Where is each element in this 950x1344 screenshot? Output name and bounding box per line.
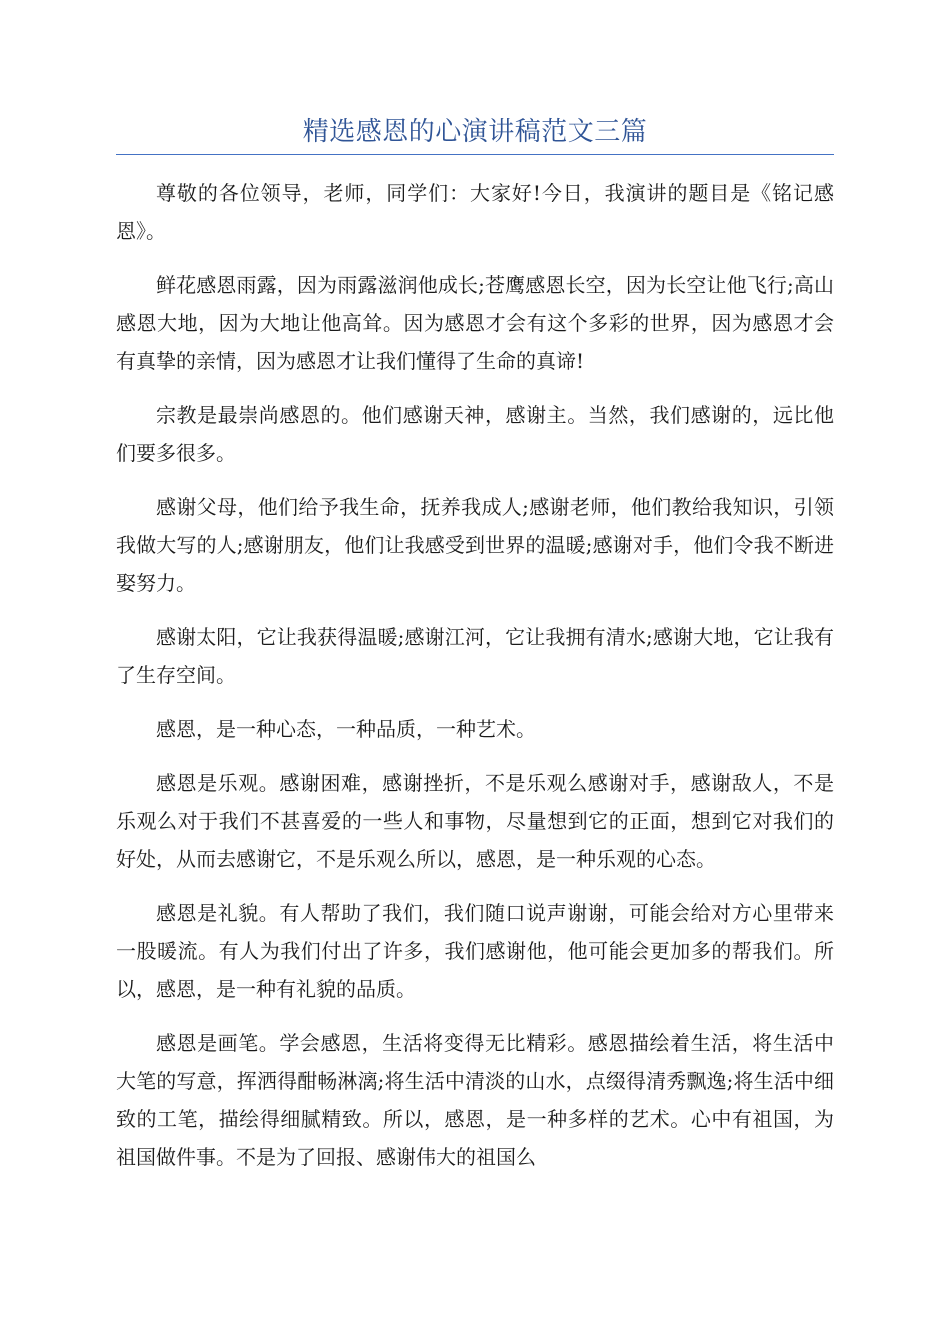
paragraph-gratitude-definition: 感恩，是一种心态，一种品质，一种艺术。 [156,717,536,741]
document-title: 精选感恩的心演讲稿范文三篇 [302,117,648,147]
paragraph-optimism: 感恩是乐观。感谢困难，感谢挫折，不是乐观么感谢对手，感谢敌人，不是乐观么对于我们不甚喜爱的一些人和事物，尽量想到它的正面，想到它对我们的好处，从而去感谢它，不是乐观么所以，感恩，是一种乐观的心态。 [116,771,834,871]
paragraph-greeting: 尊敬的各位领导，老师，同学们：大家好!今日，我演讲的题目是《铭记感恩》。 [116,181,834,243]
paragraph-religion: 宗教是最崇尚感恩的。他们感谢天神，感谢主。当然，我们感谢的，远比他们要多很多。 [116,403,834,465]
document-body [116,174,834,1192]
paragraph-thank-people: 感谢父母，他们给予我生命，抚养我成人;感谢老师，他们教给我知识，引领我做大写的人;感谢朋友，他们让我感受到世界的温暖;感谢对手，他们令我不断进娶努力。 [116,495,834,595]
paragraph-art: 感恩是画笔。学会感恩，生活将变得无比精彩。感恩描绘着生活，将生活中大笔的写意，挥洒得酣畅淋漓;将生活中清淡的山水，点缀得清秀飘逸;将生活中细致的工笔，描绘得细腻精致。所以，感恩，是一种多样的艺术。心中有祖国，为祖国做件事。不是为了回报、感谢伟大的祖国么 [116,1031,834,1169]
paragraph-politeness: 感恩是礼貌。有人帮助了我们，我们随口说声谢谢，可能会给对方心里带来一股暖流。有人为我们付出了许多，我们感谢他，他可能会更加多的帮我们。所以，感恩，是一种有礼貌的品质。 [116,901,834,1001]
paragraph-nature-gratitude: 鲜花感恩雨露，因为雨露滋润他成长;苍鹰感恩长空，因为长空让他飞行;高山感恩大地，因为大地让他高耸。因为感恩才会有这个多彩的世界，因为感恩才会有真挚的亲情，因为感恩才让我们懂得了生命的真谛! [116,273,834,373]
title-underline-divider [116,154,834,155]
paragraph-thank-nature: 感谢太阳，它让我获得温暖;感谢江河，它让我拥有清水;感谢大地，它让我有了生存空间。 [116,625,834,687]
